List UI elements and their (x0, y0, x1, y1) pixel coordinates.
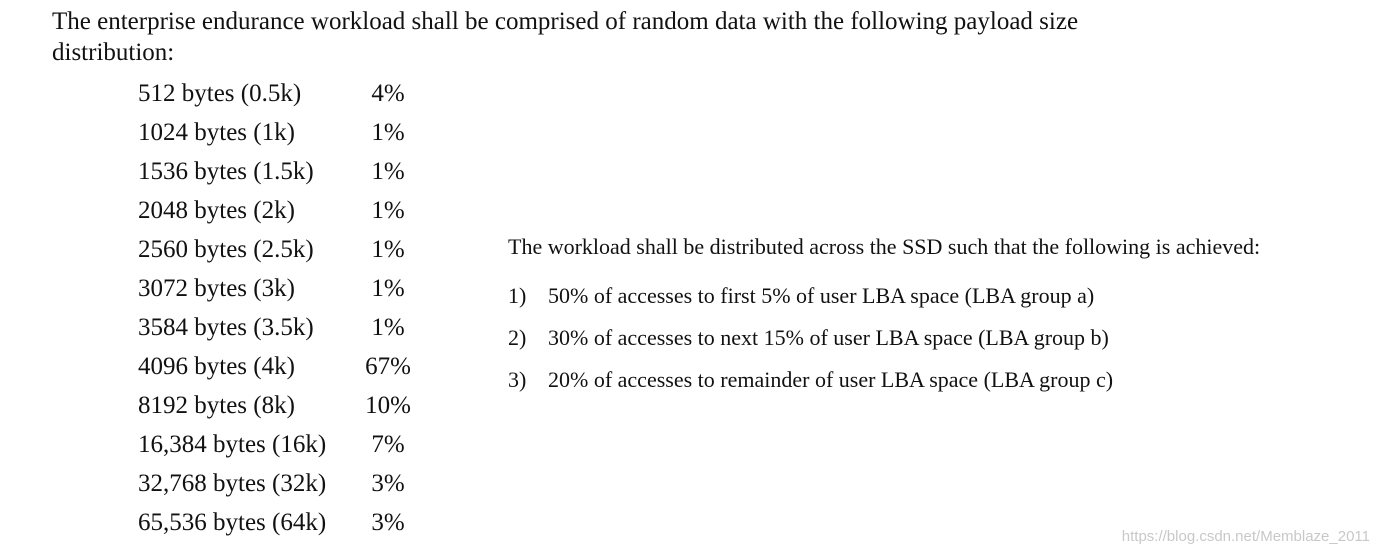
list-item-number: 2) (508, 325, 527, 350)
payload-size: 3584 bytes (3.5k) (138, 313, 314, 341)
intro-paragraph: The enterprise endurance workload shall be comprised of random data with the following payload size distribution: (52, 8, 1079, 66)
payload-percent: 67% (365, 352, 411, 380)
payload-percent: 1% (371, 274, 405, 302)
list-item-text: 50% of accesses to first 5% of user LBA space (LBA group a) (548, 283, 1095, 308)
lba-distribution-section (508, 232, 1368, 401)
list-item (508, 275, 1368, 317)
list-item (508, 317, 1368, 359)
list-item-text: 20% of accesses to remainder of user LBA space (LBA group c) (548, 367, 1114, 392)
payload-percent: 3% (371, 508, 405, 536)
payload-percent: 1% (371, 313, 405, 341)
list-item-number: 3) (508, 367, 527, 392)
payload-size: 8192 bytes (8k) (138, 391, 295, 419)
table-row (138, 230, 418, 269)
payload-size: 2048 bytes (2k) (138, 196, 295, 224)
payload-size: 3072 bytes (3k) (138, 274, 295, 302)
list-item-number: 1) (508, 283, 527, 308)
payload-size: 2560 bytes (2.5k) (138, 235, 314, 263)
payload-percent: 1% (371, 196, 405, 224)
table-row (138, 503, 418, 542)
payload-percent: 1% (371, 118, 405, 146)
payload-size: 512 bytes (0.5k) (138, 79, 302, 107)
table-row (138, 74, 418, 113)
payload-percent: 10% (365, 391, 411, 419)
lba-distribution-list (508, 275, 1368, 401)
payload-size-distribution-table (138, 74, 418, 542)
payload-percent: 1% (371, 235, 405, 263)
payload-size: 32,768 bytes (32k) (138, 469, 327, 497)
payload-percent: 7% (371, 430, 405, 458)
table-row (138, 191, 418, 230)
payload-size: 16,384 bytes (16k) (138, 430, 327, 458)
table-row (138, 308, 418, 347)
payload-size: 4096 bytes (4k) (138, 352, 295, 380)
payload-size: 1536 bytes (1.5k) (138, 157, 314, 185)
table-row (138, 113, 418, 152)
table-row (138, 269, 418, 308)
payload-percent: 3% (371, 469, 405, 497)
table-row (138, 347, 418, 386)
payload-size: 1024 bytes (1k) (138, 118, 295, 146)
table-row (138, 152, 418, 191)
table-row (138, 464, 418, 503)
watermark: https://blog.csdn.net/Memblaze_2011 (1121, 528, 1370, 545)
lba-distribution-intro: The workload shall be distributed across the SSD such that the following is achieved: (508, 234, 1261, 259)
list-item-text: 30% of accesses to next 15% of user LBA space (LBA group b) (548, 325, 1109, 350)
table-row (138, 425, 418, 464)
payload-percent: 1% (371, 157, 405, 185)
list-item (508, 359, 1368, 401)
table-row (138, 386, 418, 425)
payload-percent: 4% (371, 79, 405, 107)
payload-size: 65,536 bytes (64k) (138, 508, 327, 536)
